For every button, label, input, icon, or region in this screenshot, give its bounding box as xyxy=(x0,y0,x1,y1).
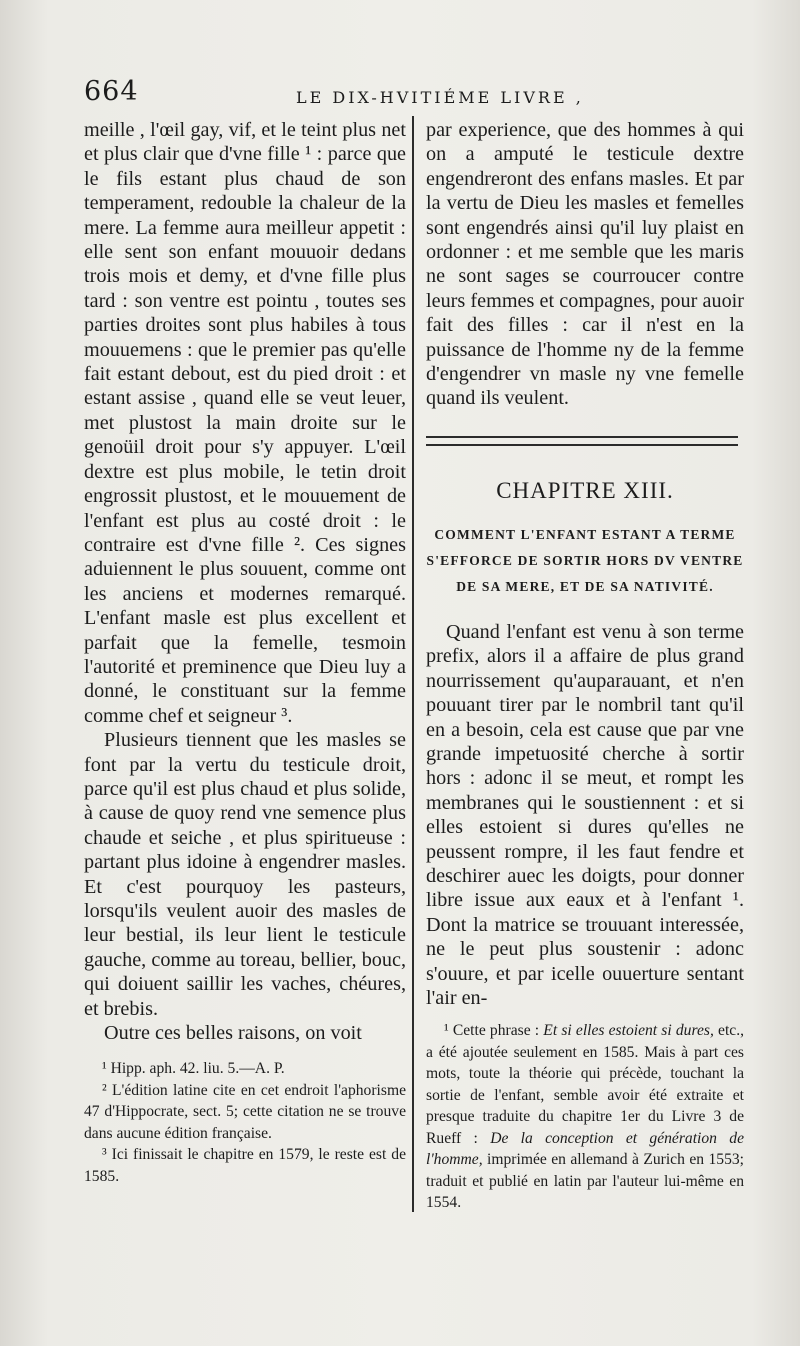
right-column-top xyxy=(426,118,744,411)
right-footnote-1 xyxy=(426,1020,744,1214)
left-footnotes xyxy=(84,1058,406,1187)
chapter-subtitle: COMMENT L'ENFANT ESTANT A TERME S'EFFORCE DE SORTIR HORS DV VENTRE DE SA MERE, ET DE SA NATIVITÉ. xyxy=(426,527,744,594)
left-paragraph-1: meille , l'œil gay, vif, et le teint plus net et plus clair que d'vne fille ¹ : parce que le fils estant plus chaud de son temperament, redouble la chaleur de la mere. La femme aura meilleur appetit : elle sent son enfant mouuoir dedans trois mois et demy, et d'vne fille plus tard : son ventre est pointu , toutes ses parties droites sont plus habiles à tous mouuemens : que le premier pas qu'elle fait estant debout, est du pied droit : et estant assise , quand elle se veut leuer, met plustost la main droite sur le genoüil droit pour s'y appuyer. L'œil dextre est plus mobile, le tetin droit engrossit plustost, et le mouuement de l'enfant est plus au costé droit : le contraire est d'vne fille ². Ces signes aduiennent le plus souuent, comme ont les anciens et modernes remarqué. L'enfant masle est plus excellent et parfait que la femelle, tesmoin l'autorité et preminence que Dieu luy a donné, le constituant sur la femme comme chef et seigneur ³. xyxy=(84,119,406,727)
page-number: 664 xyxy=(84,76,139,107)
left-footnote-1: ¹ Hipp. aph. 42. liu. 5.—A. P. xyxy=(102,1060,285,1077)
right-paragraph-1: par experience, que des hommes à qui on a amputé le testicule dextre engendreront des enfans masles. Et par la vertu de Dieu les masles et femelles sont engendrés ainsi qu'il luy plaist en ordonner : et me semble que les maris ne sont sages se courroucer contre leurs femmes et compagnes, pour auoir fait des filles : car il n'est en la puissance de l'homme ny de la femme d'engendrer vn masle ny vne femelle quand ils veulent. xyxy=(426,119,744,410)
chapter-body xyxy=(426,620,744,1011)
right-footnote-italic-1: Et si elles estoient si dures, xyxy=(543,1022,714,1039)
right-footnote-prefix: ¹ Cette phrase : xyxy=(444,1022,544,1039)
left-footnote-3: ³ Ici finissait le chapitre en 1579, le reste est de 1585. xyxy=(84,1146,406,1185)
right-footnotes xyxy=(426,1020,744,1214)
left-footnote-2: ² L'édition latine cite en cet endroit l'aphorisme 47 d'Hippocrate, sect. 5; cette citation ne se trouve dans aucune édition française. xyxy=(84,1081,406,1142)
right-footnote-italic-2: De la conception et génération de l'homme, xyxy=(426,1129,745,1168)
page-header xyxy=(84,74,740,114)
left-column xyxy=(84,118,406,1045)
section-double-rule xyxy=(426,436,738,446)
left-paragraph-3: Outre ces belles raisons, on voit xyxy=(104,1022,362,1045)
right-footnote-mid: etc., a été ajoutée seulement en 1585. Mais à part ces mots, toute la théorie qui précède, touchant la sortie de l'enfant, semble avoir été extraite et presque traduite du chapitre 1er du Livre 3 de Rueff : xyxy=(426,1022,744,1147)
right-footnote-end: imprimée en allemand à Zurich en 1553; traduit et publié en latin par l'auteur lui-même en 1554. xyxy=(426,1151,744,1211)
chapter-title: CHAPITRE XIII. xyxy=(496,478,674,503)
running-title: LE DIX-HVITIÉME LIVRE , xyxy=(296,88,584,107)
left-paragraph-2: Plusieurs tiennent que les masles se font par la vertu du testicule droit, parce qu'il est plus chaud et plus solide, à cause de quoy rend vne semence plus chaude et seiche , et plus spiritueuse : partant plus idoine à engendrer masles. Et c'est pourquoy les pasteurs, lorsqu'ils veulent auoir des masles de leur bestial, ils leur lient le testicule gauche, comme au toreau, bellier, bouc, qui doiuent saillir les vaches, chéures, et brebis. xyxy=(84,729,406,1020)
chapter-body-paragraph: Quand l'enfant est venu à son terme prefix, alors il a affaire de plus grand nourrissement qu'auparauant, et n'en pouuant tirer par le nombril tant qu'il en a besoin, cela est cause que par vne grande impetuosité cherche à sortir hors : adonc il se meut, et rompt les membranes qui le soustiennent : et si elles estoient si dures qu'elles ne peussent rompre, il les faut fendre et deschirer auec les doigts, pour donner libre issue aux eaux et à l'enfant ¹. Dont la matrice se trouuant interessée, ne le peut plus soustenir : adonc s'ouure, et par icelle ouuerture sentant l'air en- xyxy=(426,621,744,1010)
column-divider xyxy=(412,116,414,1212)
